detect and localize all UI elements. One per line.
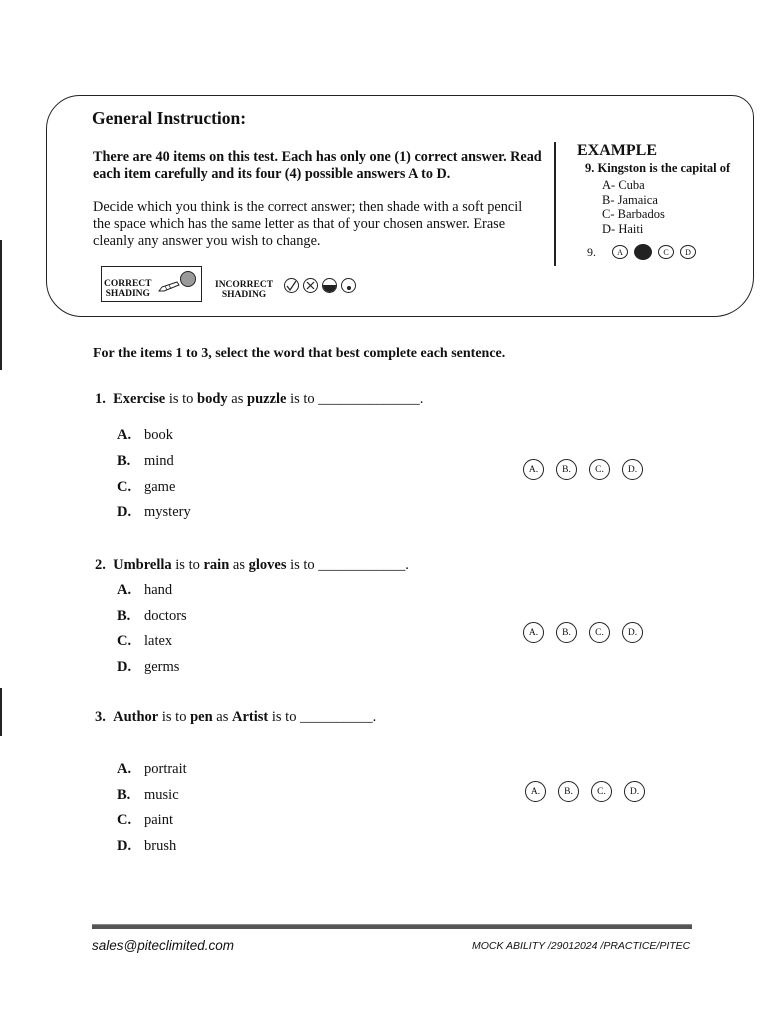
- instruction-bold-text: There are 40 items on this test. Each has only one (1) correct answer. Read each item carefully and its four (4) possible answers A to D.: [93, 149, 542, 182]
- question-3-option-d: D. brush: [117, 838, 177, 854]
- answer-bubble-b[interactable]: B.: [558, 781, 579, 802]
- page-edge-mark: [0, 688, 2, 736]
- answer-bubble-c[interactable]: C.: [589, 622, 610, 643]
- incorrect-shading-examples: [284, 278, 356, 293]
- example-question: 9. Kingston is the capital of: [585, 161, 731, 175]
- pencil-icon: [158, 280, 180, 298]
- example-option: D- Haiti: [602, 221, 644, 236]
- instruction-title: General Instruction:: [92, 108, 247, 128]
- question-1-option-d: D. mystery: [117, 504, 191, 520]
- incorrect-shading-label: INCORRECT SHADING: [215, 280, 274, 300]
- cross-mark-icon: [303, 278, 318, 293]
- answer-bubble-b[interactable]: B.: [556, 622, 577, 643]
- answer-bubble-d[interactable]: D.: [622, 622, 643, 643]
- section-heading: For the items 1 to 3, select the word that best complete each sentence.: [93, 346, 506, 361]
- question-2-option-d: D. germs: [117, 659, 180, 675]
- example-option: B- Jamaica: [602, 192, 658, 207]
- question-3-stem: 3. Author is to pen as Artist is to __________.: [95, 709, 377, 725]
- question-2-option-b: B. doctors: [117, 608, 187, 624]
- question-1-answer-bubbles: [523, 459, 643, 480]
- question-1-stem: 1. Exercise is to body as puzzle is to ______________.: [95, 391, 424, 407]
- question-2-option-a: A. hand: [117, 582, 173, 598]
- answer-bubble-c[interactable]: C.: [591, 781, 612, 802]
- question-3-answer-bubbles: [525, 781, 645, 802]
- answer-bubble-b[interactable]: B.: [556, 459, 577, 480]
- answer-bubble-a[interactable]: A.: [523, 622, 544, 643]
- footer-email: sales@piteclimited.com: [92, 938, 235, 953]
- question-2-answer-bubbles: [523, 622, 643, 643]
- answer-bubble-a[interactable]: A.: [523, 459, 544, 480]
- example-answer-row: [587, 244, 696, 260]
- question-1-option-c: C. game: [117, 479, 176, 495]
- example-bubble-filled: [634, 244, 652, 260]
- example-bubble-d: D: [680, 245, 696, 259]
- example-divider: [554, 142, 556, 266]
- answer-bubble-d[interactable]: D.: [622, 459, 643, 480]
- correct-shading-circle-icon: [180, 271, 196, 287]
- answer-bubble-c[interactable]: C.: [589, 459, 610, 480]
- check-mark-icon: [284, 278, 299, 293]
- example-bubble-a: A: [612, 245, 628, 259]
- question-2-stem: 2. Umbrella is to rain as gloves is to ____________.: [95, 557, 409, 573]
- instruction-text: Decide which you think is the correct answer; then shade with a soft pencil the space which has the same letter as that of your chosen answer. Erase cleanly any answer you wish to change.: [93, 199, 523, 249]
- half-filled-icon: [322, 278, 337, 293]
- question-3-option-b: B. music: [117, 787, 179, 803]
- correct-shading-label: CORRECT SHADING: [104, 279, 152, 299]
- example-bubble-c: C: [658, 245, 674, 259]
- question-2-option-c: C. latex: [117, 633, 173, 649]
- answer-bubble-d[interactable]: D.: [624, 781, 645, 802]
- page-edge-mark: [0, 240, 2, 370]
- footer-document-code: MOCK ABILITY /29012024 /PRACTICE/PITEC: [472, 940, 691, 952]
- example-row-number: 9.: [587, 244, 596, 259]
- example-option: C- Barbados: [602, 207, 665, 221]
- footer-rule: [92, 924, 692, 929]
- dot-mark-icon: [341, 278, 356, 293]
- question-1-option-a: A. book: [117, 427, 173, 443]
- answer-bubble-a[interactable]: A.: [525, 781, 546, 802]
- example-title: EXAMPLE: [577, 142, 657, 159]
- question-3-option-a: A. portrait: [117, 761, 187, 777]
- question-3-option-c: C. paint: [117, 812, 173, 828]
- question-1-option-b: B. mind: [117, 453, 174, 469]
- example-option: A- Cuba: [602, 178, 645, 192]
